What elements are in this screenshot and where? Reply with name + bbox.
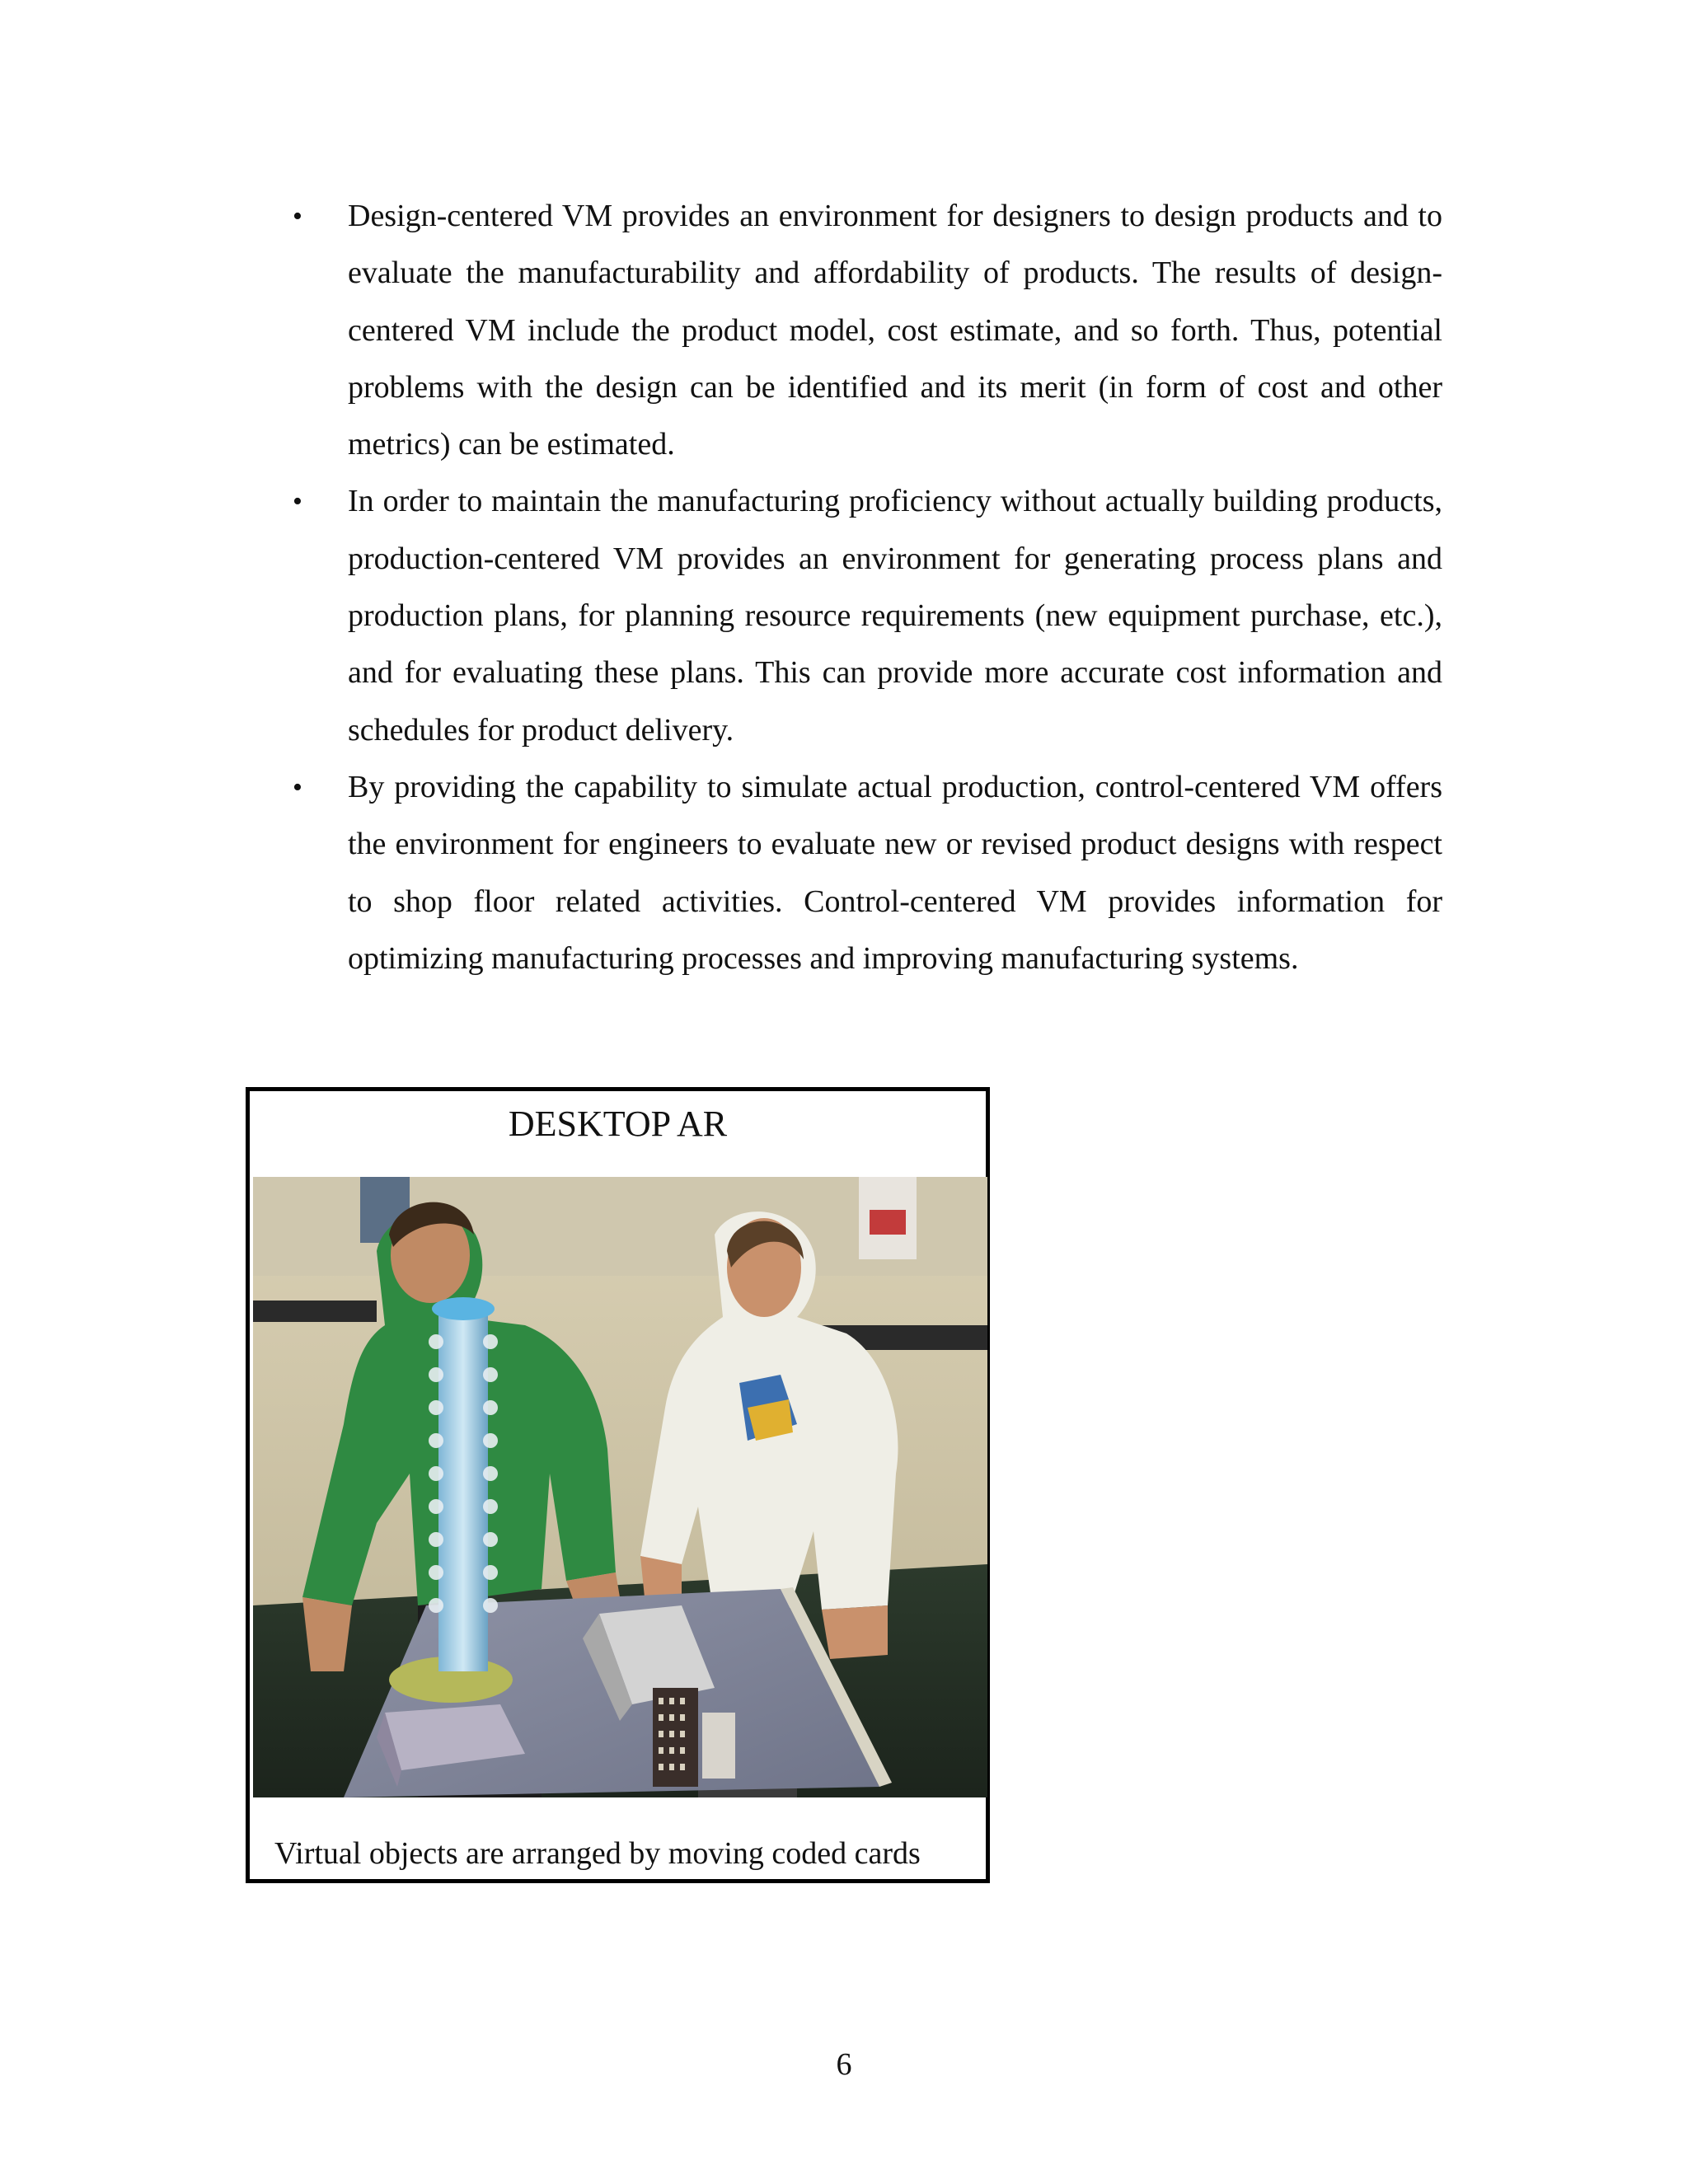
bullet-item-control-centered [293,759,1442,987]
bullet-text: Design-centered VM provides an environment for designers to design products and to evaluate the manufacturability and affordability of products. The results of design-centered VM include the product model, cost estimate, and so forth. Thus, potential problems with the design can be identified and its merit (in form of cost and other metrics) can be estimated. [348,199,1442,462]
figure-photo [253,1177,987,1797]
figure-caption: Virtual objects are arranged by moving coded cards [274,1836,921,1871]
figure-title: DESKTOP AR [508,1104,728,1144]
bullet-icon: • [293,486,302,518]
bullet-icon: • [293,201,302,232]
bullet-list [293,188,1442,987]
bullet-item-design-centered [293,188,1442,473]
bullet-item-production-centered [293,473,1442,758]
virtual-tower [438,1309,488,1671]
page-number: 6 [836,2047,852,2082]
bullet-text: In order to maintain the manufacturing proficiency without actually building products, production-centered VM provides an environment for generating process plans and production plans, for planning resource requirements (new equipment purchase, etc.), and for evaluating these plans. This can provide more accurate cost information and schedules for product delivery. [348,484,1442,748]
bullet-text: By providing the capability to simulate actual production, control-centered VM offers the environment for engineers to evaluate new or revised product designs with respect to shop floor related activities. Control-centered VM provides information for optimizing manufacturing processes and improving manufacturing systems. [348,769,1442,976]
figure-desktop-ar [246,1087,990,1883]
bullet-icon: • [293,771,302,803]
